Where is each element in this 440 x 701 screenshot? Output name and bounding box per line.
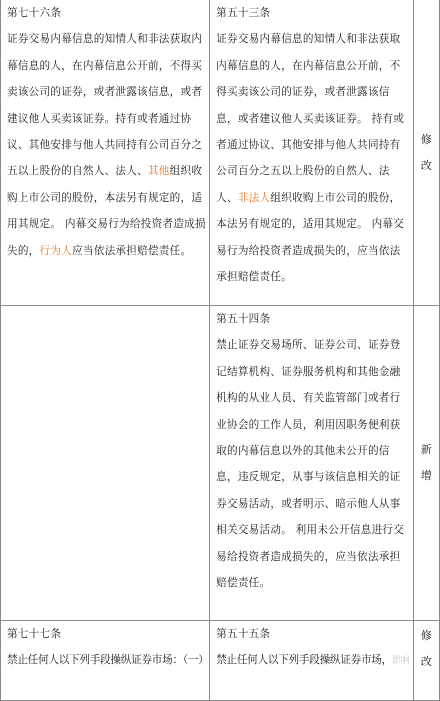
old-article-title: 第七十七条 <box>7 628 62 640</box>
old-article-title: 第七十六条 <box>7 7 62 19</box>
change-type-cell <box>414 621 440 701</box>
change-type-char: 修 <box>420 629 433 642</box>
highlight-changed-term: 其他 <box>147 165 170 178</box>
new-article-title: 第五十四条 <box>216 313 271 325</box>
change-type-cell <box>414 306 440 621</box>
old-article-cell <box>1 0 210 306</box>
table-row <box>1 0 440 306</box>
table-row <box>1 306 440 621</box>
old-article-text: 证券交易内幕信息的知情人和非法获取内幕信息的人，在内幕信息公开前，不得买卖该公司的证券，或者泄露该信息，或者建议他人买卖该证券。持有或者通过协议、其他安排与他人共同持有公司百分之五以上股份的自然人、法人、其他组织收购上市公司的股份，本法另有规定的，适用其规定。 内幕交易行为给投资者造成损失的，行为人应当依法承担赔偿责任。 <box>7 33 206 257</box>
highlight-changed-term: 非法人 <box>237 191 271 204</box>
change-type-char: 新 <box>420 443 433 456</box>
new-article-text: 禁止任何人以下列手段操纵证券市场，影响 <box>216 654 410 667</box>
old-article-cell-empty <box>1 306 210 621</box>
new-article-text: 证券交易内幕信息的知情人和非法获取内幕信息的人，在内幕信息公开前，不得买卖该公司的证券，或者泄露该信息，或者建议他人买卖该证券。 持有或者通过协议、其他安排与他人共同持有公司百分之五以上股份的自然人、法人、非法人组织收购上市公司的股份，本法另有规定的，适用其规定。 内幕交易行为给投资者造成损失的，应当依法承担赔偿责任。 <box>216 33 405 284</box>
new-article-text: 禁止证券交易场所、证券公司、证券登记结算机构、证券服务机构和其他金融机构的从业人员、有关监管部门或者行业协会的工作人员，利用因职务便利获取的内幕信息以外的其他未公开的信息，违反规定，从事与该信息相关的证券交易活动，或者明示、暗示他人从事相关交易活动。 利用未公开信息进行交易给投资者造成损失的，应当依法承担赔偿责任。 <box>216 339 405 590</box>
new-article-title: 第五十三条 <box>216 7 271 19</box>
change-type-cell <box>414 0 440 306</box>
change-type-char: 增 <box>420 469 433 482</box>
new-article-cell <box>210 621 414 701</box>
change-type-char: 改 <box>420 158 433 172</box>
change-type-char: 修 <box>420 132 433 146</box>
old-article-text: 禁止任何人以下列手段操纵证券市场：（一） <box>7 654 209 667</box>
watermark: 影响 <box>391 656 410 667</box>
table-row <box>1 621 440 701</box>
old-article-cell <box>1 621 210 701</box>
new-article-title: 第五十五条 <box>216 628 271 640</box>
new-article-cell <box>210 306 414 621</box>
new-article-cell <box>210 0 414 306</box>
change-type-char: 改 <box>420 655 433 668</box>
highlight-changed-term: 行为人 <box>39 244 73 257</box>
